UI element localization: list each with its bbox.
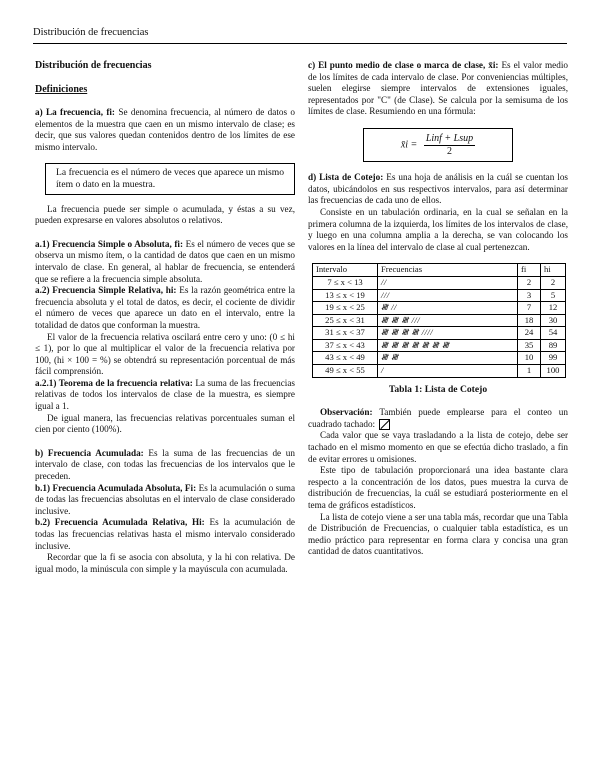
- col-header-fi: fi: [518, 264, 541, 277]
- cell-fi: 3: [518, 289, 541, 302]
- cell-tally: 𝍸 𝍸 𝍸 𝍸 ////: [378, 327, 518, 340]
- cell-hi: 100: [541, 365, 566, 378]
- table-row: [313, 276, 566, 289]
- definitions-heading: Definiciones: [35, 83, 88, 95]
- col-header-hi: hi: [541, 264, 566, 277]
- table-row: [313, 339, 566, 352]
- col-header-intervalo: Intervalo: [313, 264, 378, 277]
- paragraph: Recordar que la fi se asocia con absoluta, y la hi con relativa. De igual modo, la minúscula con simple y la mayúscula con acumulada.: [35, 552, 295, 574]
- def-d-text: Es una hoja de análisis en la cuál se cuentan los datos, ubicándolos en sus respectivos intervalos, para así determinar las frecuencias de cada uno de ellos.: [308, 172, 569, 206]
- table-caption: Tabla 1: Lista de Cotejo: [388, 383, 488, 395]
- cell-fi: 35: [518, 339, 541, 352]
- cell-tally: /: [378, 365, 518, 378]
- def-marca-clase: [308, 60, 568, 118]
- cell-intervalo: 37 ≤ x < 43: [313, 339, 378, 352]
- formula-numerator: Linf + Lsup: [425, 132, 474, 144]
- def-c-text: Es el valor medio de los límites de cada intervalo de clase. Por conveniencias múltiples, suelen elegirse siempre intervalos de extensiones iguales, representados por "C" (de Clase). Se calcula por la semisuma de los límites de clase. Resumiendo en una fórmula:: [308, 60, 568, 117]
- theorem-head: a.2.1) Teorema de la frecuencia relativa:: [35, 377, 193, 388]
- def-d-head: d) Lista de Cotejo:: [308, 172, 384, 183]
- cell-tally: ///: [378, 289, 518, 302]
- cell-fi: 10: [518, 352, 541, 365]
- def-b2-text: Es la acumulación de todas las frecuencias relativas hasta el mismo intervalo considerado inclusive.: [35, 517, 296, 551]
- theorem-text: La suma de las frecuencias relativas de todos los intervalos de clase de la muestra, es siempre igual a 1.: [35, 377, 296, 412]
- def-frecuencia-relativa: [35, 285, 295, 331]
- formula-lhs: x̄i =: [400, 139, 418, 151]
- def-b-head: b) Frecuencia Acumulada:: [35, 447, 144, 458]
- cell-fi: 7: [518, 302, 541, 315]
- formula-fraction: [424, 133, 475, 157]
- section-title: Distribución de frecuencias: [35, 60, 152, 71]
- cell-hi: 30: [541, 314, 566, 327]
- table-row: [313, 314, 566, 327]
- cell-intervalo: 19 ≤ x < 25: [313, 302, 378, 315]
- formula-denominator: 2: [446, 145, 452, 157]
- cell-intervalo: 43 ≤ x < 49: [313, 352, 378, 365]
- cell-hi: 89: [541, 339, 566, 352]
- theorem: [35, 378, 295, 413]
- cell-tally: 𝍸 𝍸 𝍸 ///: [378, 314, 518, 327]
- paragraph: Este tipo de tabulación proporcionará una idea bastante clara respecto a la concentración de los datos, pues muestra la curva de distribución de frecuencias, la cuál se estudiará posteriormente en el tema de gráficos estadísticos.: [308, 465, 568, 510]
- cell-hi: 2: [541, 276, 566, 289]
- def-lista-cotejo: [308, 172, 568, 207]
- paragraph: Cada valor que se vaya trasladando a la lista de cotejo, debe ser tachado en el mismo momento en que se efectúa dicho traslado, a fin de evitar errores u omisiones.: [308, 430, 568, 464]
- cell-hi: 12: [541, 302, 566, 315]
- definition-box: La frecuencia es el número de veces que aparece un mismo ítem o dato en la muestra.: [45, 163, 295, 195]
- cell-fi: 18: [518, 314, 541, 327]
- cell-fi: 2: [518, 276, 541, 289]
- header-rule: [33, 43, 567, 44]
- paragraph: El valor de la frecuencia relativa oscilará entre cero y uno: (0 ≤ hi ≤ 1), por lo que al multiplicar el valor de la frecuencia relativa por 100, (hi × 100 = %) se obtendrá su representación porcentual de más fácil comprensión.: [35, 331, 295, 377]
- running-header: Distribución de frecuencias: [33, 27, 149, 38]
- formula-box: [363, 128, 513, 162]
- cell-tally: //: [378, 276, 518, 289]
- paragraph: De igual manera, las frecuencias relativas porcentuales suman el cien por ciento (100%).: [35, 412, 295, 435]
- def-frecuencia: [35, 107, 295, 153]
- cell-hi: 99: [541, 352, 566, 365]
- def-a2-text: Es la razón geométrica entre la frecuencia absoluta y el total de datos, es decir, el cociente de dividir el número de veces que aparece un dato en el intervalo, entre la totalidad de datos que conforman la muestra.: [35, 285, 295, 330]
- table-row: [313, 365, 566, 378]
- cell-hi: 54: [541, 327, 566, 340]
- observation-head: Observación:: [320, 407, 373, 418]
- def-frecuencia-head: a) La frecuencia, fi:: [35, 107, 115, 118]
- paragraph: La lista de cotejo viene a ser una tabla más, recordar que una Tabla de Distribución de Frecuencias, o cualquier tabla estadística, es un medio práctico para representar en forma clara y concisa una gran cantidad de datos cuantitativos.: [308, 511, 568, 557]
- col-header-frecuencias: Frecuencias: [378, 264, 518, 277]
- def-a1-text: Es el número de veces que se observa un mismo ítem, o la cantidad de datos que caen en un mismo intervalo de clase. En general, al hablar de frecuencia, se entenderá que se refiere a la frecuencia simple absoluta.: [35, 238, 295, 284]
- def-acumulada: [35, 448, 295, 483]
- def-b1-text: Es la acumulación o suma de todas las frecuencias absolutas en el intervalo de clase considerado inclusive.: [35, 482, 296, 516]
- def-a1-head: a.1) Frecuencia Simple o Absoluta, fi:: [35, 238, 184, 249]
- def-a2-head: a.2) Frecuencia Simple Relativa, hi:: [35, 285, 177, 296]
- cotejo-table: [312, 263, 566, 377]
- cell-tally: 𝍸 //: [378, 302, 518, 315]
- table-row: [313, 302, 566, 315]
- observation: [308, 407, 568, 430]
- right-column: [308, 60, 568, 558]
- table-row: [313, 289, 566, 302]
- def-c-head: c) El punto medio de clase o marca de clase, x̄i:: [308, 60, 499, 70]
- cell-intervalo: 31 ≤ x < 37: [313, 327, 378, 340]
- cell-fi: 1: [518, 365, 541, 378]
- paragraph: Consiste en un tabulación ordinaria, en la cual se señalan en la primera columna de la izquierda, los límites de los intervalos de clase, y luego en una columna amplia a la derecha, se van colocando los valores en la línea del intervalo de clase al cual pertenezcan.: [308, 206, 568, 252]
- cell-intervalo: 49 ≤ x < 55: [313, 365, 378, 378]
- def-acumulada-relativa: [35, 517, 295, 552]
- table-row: [313, 327, 566, 340]
- def-b1-head: b.1) Frecuencia Acumulada Absoluta, Fi:: [35, 482, 197, 493]
- cell-fi: 24: [518, 327, 541, 340]
- left-column: [35, 60, 295, 575]
- cell-intervalo: 7 ≤ x < 13: [313, 276, 378, 289]
- cell-tally: 𝍸 𝍸: [378, 352, 518, 365]
- def-frecuencia-text: Se denomina frecuencia, al número de datos o elementos de la muestra que caen en un mismo intervalo de clase; es decir, que sus valores quedan contenidos dentro de los límites de ese mismo intervalo.: [35, 107, 295, 152]
- cell-intervalo: 13 ≤ x < 19: [313, 289, 378, 302]
- crossed-square-icon: [379, 419, 390, 430]
- cell-tally: 𝍸 𝍸 𝍸 𝍸 𝍸 𝍸 𝍸: [378, 339, 518, 352]
- table-header-row: [313, 264, 566, 277]
- cell-hi: 5: [541, 289, 566, 302]
- def-frecuencia-simple: [35, 239, 295, 285]
- def-b-text: Es la suma de las frecuencias de un intervalo de clase, con todas las frecuencias de los intervalos que le preceden.: [35, 447, 295, 482]
- observation-text: También puede emplearse para el conteo un cuadrado tachado:: [308, 407, 568, 429]
- cell-intervalo: 25 ≤ x < 31: [313, 314, 378, 327]
- def-b2-head: b.2) Frecuencia Acumulada Relativa, Hi:: [35, 517, 205, 528]
- paragraph: La frecuencia puede ser simple o acumulada, y éstas a su vez, pueden expresarse en valores absolutos o relativos.: [35, 203, 295, 226]
- table-row: [313, 352, 566, 365]
- def-acumulada-absoluta: [35, 483, 295, 518]
